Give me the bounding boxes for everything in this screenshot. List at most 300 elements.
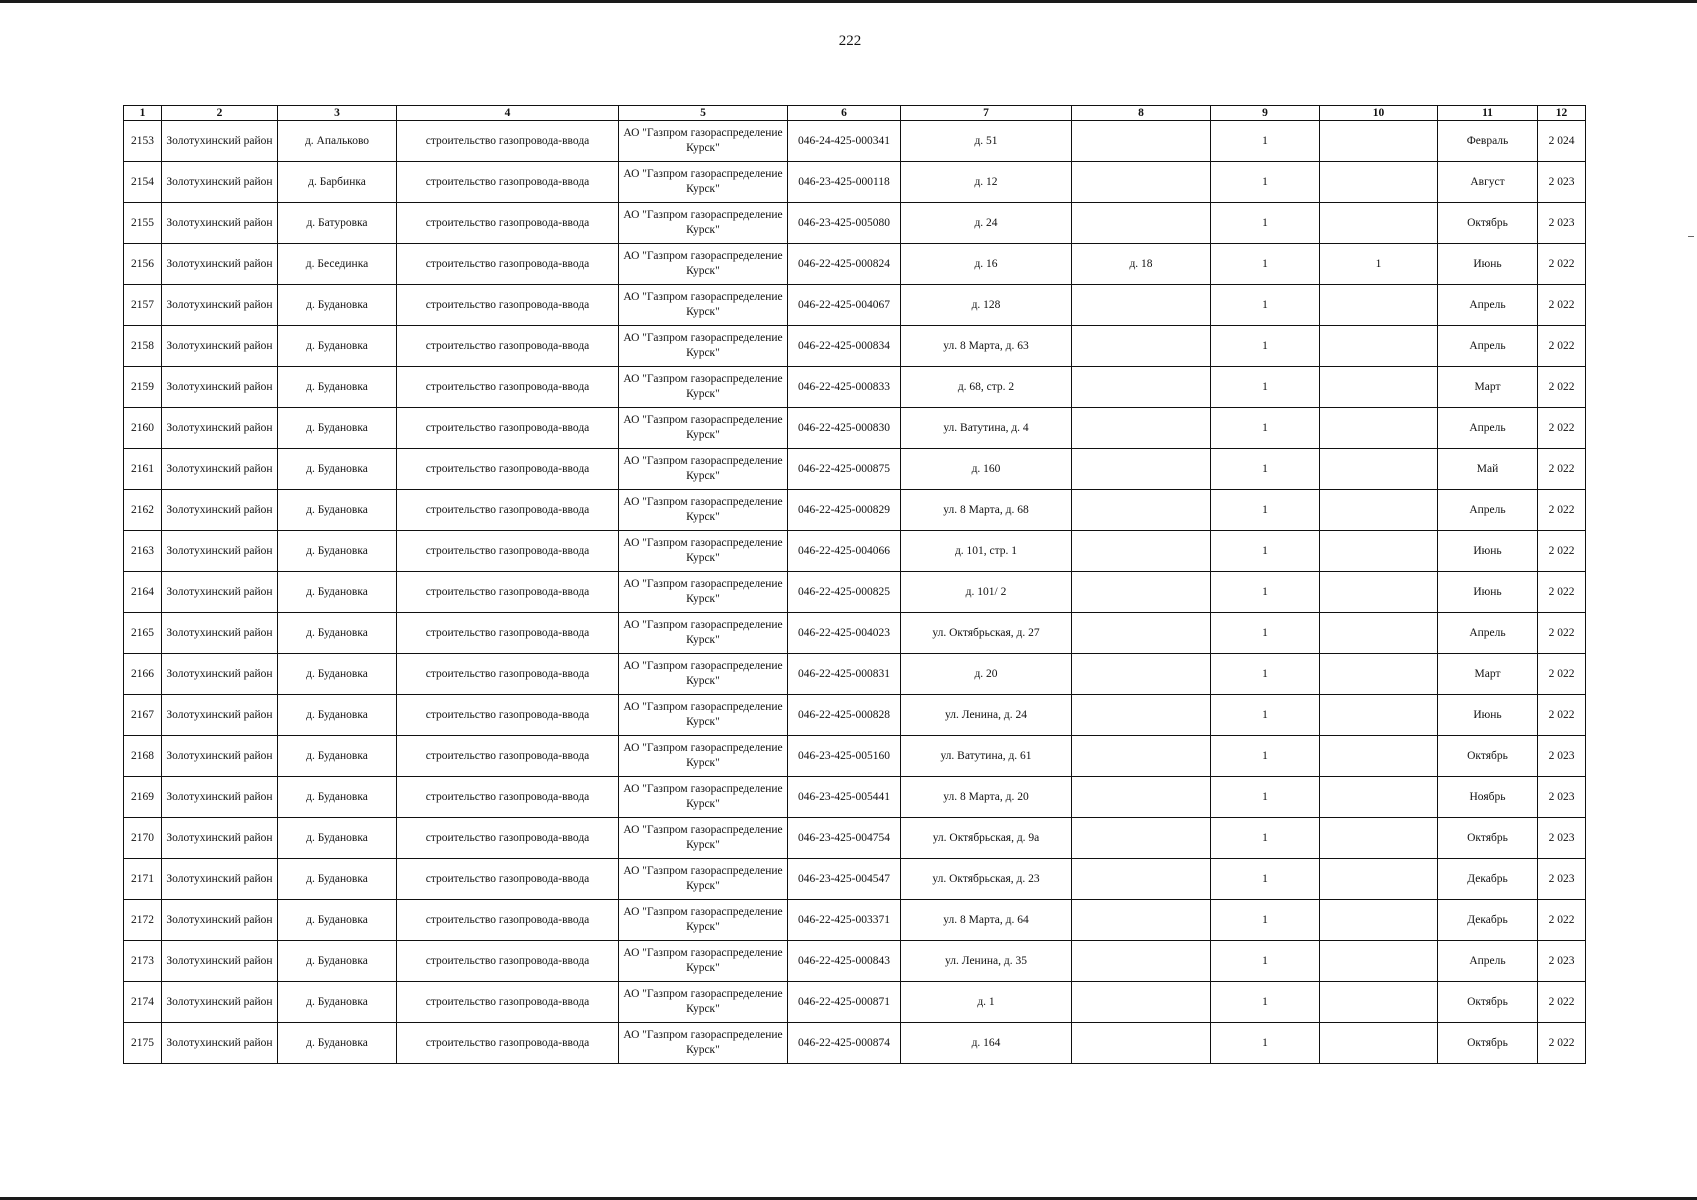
col10-cell	[1320, 777, 1438, 818]
month-cell: Ноябрь	[1438, 777, 1538, 818]
table-row	[124, 326, 1586, 367]
month-cell: Февраль	[1438, 121, 1538, 162]
page-number: 222	[838, 33, 862, 49]
organization-cell: АО "Газпром газораспределение Курск"	[619, 859, 788, 900]
row-number: 2175	[124, 1023, 162, 1064]
col8-cell	[1072, 818, 1211, 859]
object-code-cell: 046-22-425-000824	[788, 244, 901, 285]
quantity-cell: 1	[1211, 900, 1320, 941]
organization-cell: АО "Газпром газораспределение Курск"	[619, 777, 788, 818]
quantity-cell: 1	[1211, 695, 1320, 736]
district-cell: Золотухинский район	[162, 285, 278, 326]
col8-cell	[1072, 490, 1211, 531]
quantity-cell: 1	[1211, 244, 1320, 285]
settlement-cell: д. Будановка	[278, 941, 397, 982]
organization-cell: АО "Газпром газораспределение Курск"	[619, 326, 788, 367]
year-cell: 2 024	[1538, 121, 1586, 162]
month-cell: Октябрь	[1438, 736, 1538, 777]
address-cell: ул. Октябрьская, д. 23	[901, 859, 1072, 900]
column-header: 8	[1072, 106, 1211, 121]
col10-cell	[1320, 654, 1438, 695]
col10-cell	[1320, 900, 1438, 941]
col8-cell	[1072, 900, 1211, 941]
object-code-cell: 046-22-425-000829	[788, 490, 901, 531]
col10-cell	[1320, 982, 1438, 1023]
quantity-cell: 1	[1211, 818, 1320, 859]
work-type-cell: строительство газопровода-ввода	[397, 326, 619, 367]
quantity-cell: 1	[1211, 654, 1320, 695]
district-cell: Золотухинский район	[162, 572, 278, 613]
year-cell: 2 022	[1538, 367, 1586, 408]
settlement-cell: д. Будановка	[278, 613, 397, 654]
column-header: 5	[619, 106, 788, 121]
month-cell: Октябрь	[1438, 982, 1538, 1023]
object-code-cell: 046-22-425-000874	[788, 1023, 901, 1064]
year-cell: 2 022	[1538, 449, 1586, 490]
work-type-cell: строительство газопровода-ввода	[397, 941, 619, 982]
col10-cell	[1320, 695, 1438, 736]
table-row	[124, 162, 1586, 203]
col10-cell	[1320, 326, 1438, 367]
work-type-cell: строительство газопровода-ввода	[397, 1023, 619, 1064]
col10-cell	[1320, 449, 1438, 490]
settlement-cell: д. Будановка	[278, 531, 397, 572]
column-header: 10	[1320, 106, 1438, 121]
month-cell: Март	[1438, 654, 1538, 695]
col10-cell	[1320, 531, 1438, 572]
year-cell: 2 022	[1538, 982, 1586, 1023]
organization-cell: АО "Газпром газораспределение Курск"	[619, 818, 788, 859]
row-number: 2166	[124, 654, 162, 695]
year-cell: 2 022	[1538, 490, 1586, 531]
address-cell: д. 51	[901, 121, 1072, 162]
district-cell: Золотухинский район	[162, 613, 278, 654]
table-row	[124, 367, 1586, 408]
settlement-cell: д. Бесединка	[278, 244, 397, 285]
settlement-cell: д. Будановка	[278, 408, 397, 449]
settlement-cell: д. Будановка	[278, 449, 397, 490]
col8-cell	[1072, 531, 1211, 572]
district-cell: Золотухинский район	[162, 818, 278, 859]
address-cell: д. 164	[901, 1023, 1072, 1064]
col10-cell	[1320, 736, 1438, 777]
organization-cell: АО "Газпром газораспределение Курск"	[619, 490, 788, 531]
column-header: 11	[1438, 106, 1538, 121]
registry-table	[123, 105, 1586, 1064]
year-cell: 2 022	[1538, 572, 1586, 613]
organization-cell: АО "Газпром газораспределение Курск"	[619, 449, 788, 490]
col10-cell	[1320, 818, 1438, 859]
object-code-cell: 046-23-425-004754	[788, 818, 901, 859]
settlement-cell: д. Будановка	[278, 736, 397, 777]
month-cell: Декабрь	[1438, 859, 1538, 900]
organization-cell: АО "Газпром газораспределение Курск"	[619, 982, 788, 1023]
address-cell: ул. Ватутина, д. 4	[901, 408, 1072, 449]
organization-cell: АО "Газпром газораспределение Курск"	[619, 531, 788, 572]
row-number: 2162	[124, 490, 162, 531]
table-row	[124, 777, 1586, 818]
work-type-cell: строительство газопровода-ввода	[397, 818, 619, 859]
address-cell: д. 101, стр. 1	[901, 531, 1072, 572]
address-cell: ул. Октябрьская, д. 9а	[901, 818, 1072, 859]
column-header: 7	[901, 106, 1072, 121]
organization-cell: АО "Газпром газораспределение Курск"	[619, 203, 788, 244]
table-row	[124, 490, 1586, 531]
header-row	[124, 106, 1586, 121]
year-cell: 2 023	[1538, 777, 1586, 818]
column-header: 6	[788, 106, 901, 121]
col10-cell	[1320, 613, 1438, 654]
quantity-cell: 1	[1211, 162, 1320, 203]
work-type-cell: строительство газопровода-ввода	[397, 244, 619, 285]
quantity-cell: 1	[1211, 367, 1320, 408]
district-cell: Золотухинский район	[162, 777, 278, 818]
col8-cell	[1072, 572, 1211, 613]
row-number: 2168	[124, 736, 162, 777]
address-cell: ул. 8 Марта, д. 68	[901, 490, 1072, 531]
quantity-cell: 1	[1211, 326, 1320, 367]
settlement-cell: д. Будановка	[278, 285, 397, 326]
object-code-cell: 046-22-425-000828	[788, 695, 901, 736]
work-type-cell: строительство газопровода-ввода	[397, 777, 619, 818]
settlement-cell: д. Батуровка	[278, 203, 397, 244]
object-code-cell: 046-24-425-000341	[788, 121, 901, 162]
object-code-cell: 046-22-425-000875	[788, 449, 901, 490]
district-cell: Золотухинский район	[162, 982, 278, 1023]
quantity-cell: 1	[1211, 203, 1320, 244]
work-type-cell: строительство газопровода-ввода	[397, 449, 619, 490]
year-cell: 2 022	[1538, 1023, 1586, 1064]
address-cell: д. 20	[901, 654, 1072, 695]
work-type-cell: строительство газопровода-ввода	[397, 654, 619, 695]
table-row	[124, 900, 1586, 941]
year-cell: 2 023	[1538, 818, 1586, 859]
district-cell: Золотухинский район	[162, 203, 278, 244]
work-type-cell: строительство газопровода-ввода	[397, 203, 619, 244]
work-type-cell: строительство газопровода-ввода	[397, 162, 619, 203]
table-row	[124, 695, 1586, 736]
table-row	[124, 449, 1586, 490]
work-type-cell: строительство газопровода-ввода	[397, 490, 619, 531]
table-row	[124, 531, 1586, 572]
row-number: 2155	[124, 203, 162, 244]
row-number: 2153	[124, 121, 162, 162]
month-cell: Апрель	[1438, 326, 1538, 367]
address-cell: ул. 8 Марта, д. 63	[901, 326, 1072, 367]
row-number: 2163	[124, 531, 162, 572]
month-cell: Декабрь	[1438, 900, 1538, 941]
district-cell: Золотухинский район	[162, 941, 278, 982]
col8-cell	[1072, 777, 1211, 818]
col8-cell	[1072, 203, 1211, 244]
col8-cell	[1072, 695, 1211, 736]
column-header: 4	[397, 106, 619, 121]
organization-cell: АО "Газпром газораспределение Курск"	[619, 121, 788, 162]
col8-cell: д. 18	[1072, 244, 1211, 285]
month-cell: Июнь	[1438, 531, 1538, 572]
address-cell: д. 16	[901, 244, 1072, 285]
column-header: 12	[1538, 106, 1586, 121]
address-cell: д. 1	[901, 982, 1072, 1023]
row-number: 2174	[124, 982, 162, 1023]
organization-cell: АО "Газпром газораспределение Курск"	[619, 408, 788, 449]
address-cell: ул. 8 Марта, д. 64	[901, 900, 1072, 941]
district-cell: Золотухинский район	[162, 654, 278, 695]
month-cell: Август	[1438, 162, 1538, 203]
table-body	[124, 121, 1586, 1064]
row-number: 2173	[124, 941, 162, 982]
organization-cell: АО "Газпром газораспределение Курск"	[619, 572, 788, 613]
table-row	[124, 613, 1586, 654]
row-number: 2158	[124, 326, 162, 367]
month-cell: Апрель	[1438, 408, 1538, 449]
address-cell: ул. Ватутина, д. 61	[901, 736, 1072, 777]
district-cell: Золотухинский район	[162, 244, 278, 285]
row-number: 2154	[124, 162, 162, 203]
col8-cell	[1072, 326, 1211, 367]
district-cell: Золотухинский район	[162, 531, 278, 572]
year-cell: 2 022	[1538, 531, 1586, 572]
year-cell: 2 022	[1538, 244, 1586, 285]
organization-cell: АО "Газпром газораспределение Курск"	[619, 941, 788, 982]
month-cell: Март	[1438, 367, 1538, 408]
year-cell: 2 023	[1538, 203, 1586, 244]
col10-cell	[1320, 941, 1438, 982]
col8-cell	[1072, 285, 1211, 326]
work-type-cell: строительство газопровода-ввода	[397, 695, 619, 736]
col8-cell	[1072, 449, 1211, 490]
scan-edge-top	[0, 0, 1697, 3]
month-cell: Октябрь	[1438, 1023, 1538, 1064]
object-code-cell: 046-23-425-000118	[788, 162, 901, 203]
district-cell: Золотухинский район	[162, 736, 278, 777]
col8-cell	[1072, 162, 1211, 203]
row-number: 2171	[124, 859, 162, 900]
settlement-cell: д. Будановка	[278, 654, 397, 695]
settlement-cell: д. Будановка	[278, 695, 397, 736]
col8-cell	[1072, 941, 1211, 982]
month-cell: Июнь	[1438, 244, 1538, 285]
table-row	[124, 203, 1586, 244]
col10-cell	[1320, 203, 1438, 244]
work-type-cell: строительство газопровода-ввода	[397, 982, 619, 1023]
settlement-cell: д. Будановка	[278, 490, 397, 531]
address-cell: д. 160	[901, 449, 1072, 490]
object-code-cell: 046-22-425-000831	[788, 654, 901, 695]
object-code-cell: 046-23-425-005160	[788, 736, 901, 777]
column-header: 3	[278, 106, 397, 121]
organization-cell: АО "Газпром газораспределение Курск"	[619, 654, 788, 695]
settlement-cell: д. Будановка	[278, 326, 397, 367]
month-cell: Июнь	[1438, 695, 1538, 736]
col10-cell	[1320, 121, 1438, 162]
col8-cell	[1072, 859, 1211, 900]
row-number: 2167	[124, 695, 162, 736]
year-cell: 2 022	[1538, 613, 1586, 654]
row-number: 2160	[124, 408, 162, 449]
district-cell: Золотухинский район	[162, 162, 278, 203]
object-code-cell: 046-22-425-003371	[788, 900, 901, 941]
row-number: 2157	[124, 285, 162, 326]
table-row	[124, 818, 1586, 859]
settlement-cell: д. Будановка	[278, 900, 397, 941]
object-code-cell: 046-23-425-004547	[788, 859, 901, 900]
col8-cell	[1072, 367, 1211, 408]
month-cell: Апрель	[1438, 941, 1538, 982]
month-cell: Октябрь	[1438, 818, 1538, 859]
object-code-cell: 046-22-425-004023	[788, 613, 901, 654]
district-cell: Золотухинский район	[162, 367, 278, 408]
year-cell: 2 022	[1538, 654, 1586, 695]
address-cell: ул. 8 Марта, д. 20	[901, 777, 1072, 818]
col10-cell	[1320, 285, 1438, 326]
district-cell: Золотухинский район	[162, 326, 278, 367]
settlement-cell: д. Будановка	[278, 982, 397, 1023]
organization-cell: АО "Газпром газораспределение Курск"	[619, 285, 788, 326]
district-cell: Золотухинский район	[162, 408, 278, 449]
organization-cell: АО "Газпром газораспределение Курск"	[619, 695, 788, 736]
table-row	[124, 1023, 1586, 1064]
address-cell: д. 12	[901, 162, 1072, 203]
year-cell: 2 022	[1538, 408, 1586, 449]
work-type-cell: строительство газопровода-ввода	[397, 900, 619, 941]
table-row	[124, 408, 1586, 449]
address-cell: д. 128	[901, 285, 1072, 326]
quantity-cell: 1	[1211, 736, 1320, 777]
col10-cell	[1320, 367, 1438, 408]
settlement-cell: д. Будановка	[278, 818, 397, 859]
settlement-cell: д. Будановка	[278, 859, 397, 900]
settlement-cell: д. Будановка	[278, 777, 397, 818]
quantity-cell: 1	[1211, 777, 1320, 818]
settlement-cell: д. Апальково	[278, 121, 397, 162]
district-cell: Золотухинский район	[162, 490, 278, 531]
month-cell: Апрель	[1438, 490, 1538, 531]
object-code-cell: 046-22-425-000843	[788, 941, 901, 982]
work-type-cell: строительство газопровода-ввода	[397, 121, 619, 162]
quantity-cell: 1	[1211, 572, 1320, 613]
quantity-cell: 1	[1211, 121, 1320, 162]
column-header: 2	[162, 106, 278, 121]
organization-cell: АО "Газпром газораспределение Курск"	[619, 367, 788, 408]
year-cell: 2 023	[1538, 162, 1586, 203]
col10-cell	[1320, 408, 1438, 449]
col8-cell	[1072, 982, 1211, 1023]
table-row	[124, 941, 1586, 982]
table-row	[124, 244, 1586, 285]
organization-cell: АО "Газпром газораспределение Курск"	[619, 613, 788, 654]
object-code-cell: 046-23-425-005441	[788, 777, 901, 818]
district-cell: Золотухинский район	[162, 121, 278, 162]
table-row	[124, 859, 1586, 900]
district-cell: Золотухинский район	[162, 859, 278, 900]
column-header: 1	[124, 106, 162, 121]
quantity-cell: 1	[1211, 531, 1320, 572]
table-row	[124, 654, 1586, 695]
col8-cell	[1072, 654, 1211, 695]
quantity-cell: 1	[1211, 1023, 1320, 1064]
object-code-cell: 046-22-425-000871	[788, 982, 901, 1023]
month-cell: Июнь	[1438, 572, 1538, 613]
object-code-cell: 046-22-425-000834	[788, 326, 901, 367]
district-cell: Золотухинский район	[162, 1023, 278, 1064]
table-row	[124, 982, 1586, 1023]
row-number: 2161	[124, 449, 162, 490]
address-cell: ул. Ленина, д. 24	[901, 695, 1072, 736]
quantity-cell: 1	[1211, 859, 1320, 900]
col8-cell	[1072, 613, 1211, 654]
table-row	[124, 121, 1586, 162]
district-cell: Золотухинский район	[162, 695, 278, 736]
object-code-cell: 046-22-425-000833	[788, 367, 901, 408]
organization-cell: АО "Газпром газораспределение Курск"	[619, 900, 788, 941]
quantity-cell: 1	[1211, 449, 1320, 490]
object-code-cell: 046-22-425-004067	[788, 285, 901, 326]
row-number: 2165	[124, 613, 162, 654]
column-header: 9	[1211, 106, 1320, 121]
table-row	[124, 736, 1586, 777]
address-cell: ул. Октябрьская, д. 27	[901, 613, 1072, 654]
settlement-cell: д. Будановка	[278, 572, 397, 613]
month-cell: Апрель	[1438, 613, 1538, 654]
district-cell: Золотухинский район	[162, 900, 278, 941]
settlement-cell: д. Будановка	[278, 367, 397, 408]
object-code-cell: 046-23-425-005080	[788, 203, 901, 244]
work-type-cell: строительство газопровода-ввода	[397, 613, 619, 654]
table-row	[124, 572, 1586, 613]
object-code-cell: 046-22-425-000830	[788, 408, 901, 449]
district-cell: Золотухинский район	[162, 449, 278, 490]
settlement-cell: д. Барбинка	[278, 162, 397, 203]
row-number: 2156	[124, 244, 162, 285]
organization-cell: АО "Газпром газораспределение Курск"	[619, 1023, 788, 1064]
year-cell: 2 023	[1538, 736, 1586, 777]
year-cell: 2 023	[1538, 859, 1586, 900]
work-type-cell: строительство газопровода-ввода	[397, 736, 619, 777]
work-type-cell: строительство газопровода-ввода	[397, 859, 619, 900]
settlement-cell: д. Будановка	[278, 1023, 397, 1064]
col10-cell	[1320, 859, 1438, 900]
col10-cell	[1320, 572, 1438, 613]
work-type-cell: строительство газопровода-ввода	[397, 531, 619, 572]
address-cell: д. 101/ 2	[901, 572, 1072, 613]
year-cell: 2 022	[1538, 326, 1586, 367]
col10-cell	[1320, 162, 1438, 203]
address-cell: д. 24	[901, 203, 1072, 244]
work-type-cell: строительство газопровода-ввода	[397, 408, 619, 449]
address-cell: ул. Ленина, д. 35	[901, 941, 1072, 982]
work-type-cell: строительство газопровода-ввода	[397, 285, 619, 326]
quantity-cell: 1	[1211, 941, 1320, 982]
col10-cell	[1320, 490, 1438, 531]
col8-cell	[1072, 408, 1211, 449]
work-type-cell: строительство газопровода-ввода	[397, 367, 619, 408]
row-number: 2169	[124, 777, 162, 818]
col10-cell	[1320, 1023, 1438, 1064]
row-number: 2159	[124, 367, 162, 408]
quantity-cell: 1	[1211, 408, 1320, 449]
year-cell: 2 022	[1538, 285, 1586, 326]
year-cell: 2 023	[1538, 941, 1586, 982]
organization-cell: АО "Газпром газораспределение Курск"	[619, 162, 788, 203]
object-code-cell: 046-22-425-000825	[788, 572, 901, 613]
col10-cell: 1	[1320, 244, 1438, 285]
col8-cell	[1072, 1023, 1211, 1064]
address-cell: д. 68, стр. 2	[901, 367, 1072, 408]
object-code-cell: 046-22-425-004066	[788, 531, 901, 572]
col8-cell	[1072, 736, 1211, 777]
quantity-cell: 1	[1211, 982, 1320, 1023]
